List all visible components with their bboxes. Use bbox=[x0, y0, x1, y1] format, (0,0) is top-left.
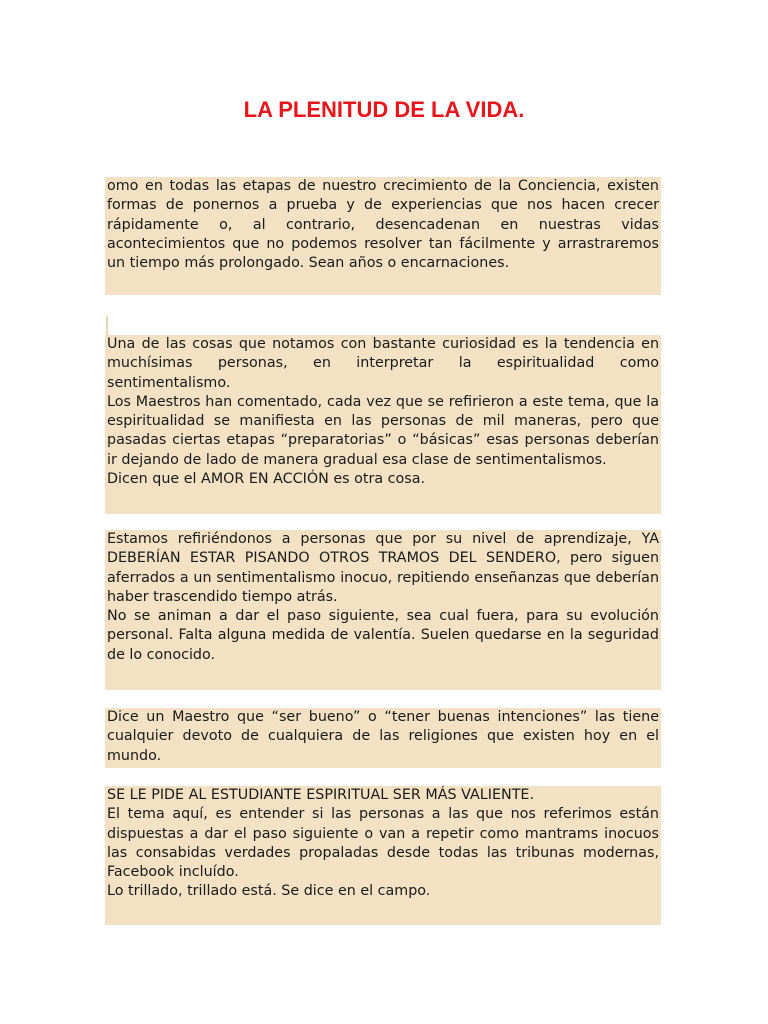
paragraph: Dice un Maestro que “ser bueno” o “tener buenas intenciones” las tiene cualquier devoto de cualquiera de las religiones que existen hoy en el mundo. bbox=[107, 709, 659, 764]
paragraph: Lo trillado, trillado está. Se dice en el campo. bbox=[107, 883, 431, 900]
paragraph: El tema aquí, es entender si las personas a las que nos referimos están dispuestas a dar el paso siguiente o van a repetir como mantrams inocuos las consabidas verdades propaladas desde todas las tribunas modernas, Facebook incluído. bbox=[107, 806, 659, 881]
page-title: LA PLENITUD DE LA VIDA. bbox=[243, 97, 525, 122]
text-block-5 bbox=[105, 786, 661, 925]
text-block-2 bbox=[105, 335, 661, 514]
text-cursor-marker bbox=[106, 316, 108, 335]
text-block-4 bbox=[105, 708, 661, 768]
paragraph: SE LE PIDE AL ESTUDIANTE ESPIRITUAL SER MÁS VALIENTE. bbox=[107, 787, 535, 803]
paragraph: Estamos refiriéndonos a personas que por su nivel de aprendizaje, YA DEBERÍAN ESTAR PISANDO OTROS TRAMOS DEL SENDERO, pero siguen aferrados a un sentimentalismo inocuo, repitiendo enseñanzas que deberían haber trascendido tiempo atrás. bbox=[107, 531, 659, 605]
paragraph: Dicen que el AMOR EN ACCIÓN es otra cosa. bbox=[107, 471, 426, 488]
text-block-1 bbox=[105, 177, 661, 295]
text-block-3 bbox=[105, 530, 661, 690]
paragraph: No se animan a dar el paso siguiente, sea cual fuera, para su evolución personal. Falta alguna medida de valentía. Suelen quedarse en la seguridad de lo conocido. bbox=[107, 608, 659, 663]
paragraph: Los Maestros han comentado, cada vez que se refirieron a este tema, que la espiritualidad se manifiesta en las personas de mil maneras, pero que pasadas ciertas etapas “preparatorias” o “básicas” esas personas deberían ir dejando de lado de manera gradual esa clase de sentimentalismos. bbox=[107, 393, 659, 468]
paragraph: Una de las cosas que notamos con bastante curiosidad es la tendencia en muchísimas personas, en interpretar la espiritualidad como sentimentalismo. bbox=[107, 336, 659, 391]
paragraph: omo en todas las etapas de nuestro crecimiento de la Conciencia, existen formas de ponernos a prueba y de experiencias que nos hacen crecer rápidamente o, al contrario, desencadenan en nuestras vidas acontecimientos que no podemos resolver tan fácilmente y arrastraremos un tiempo más prolongado. Sean años o encarnaciones. bbox=[107, 178, 659, 272]
